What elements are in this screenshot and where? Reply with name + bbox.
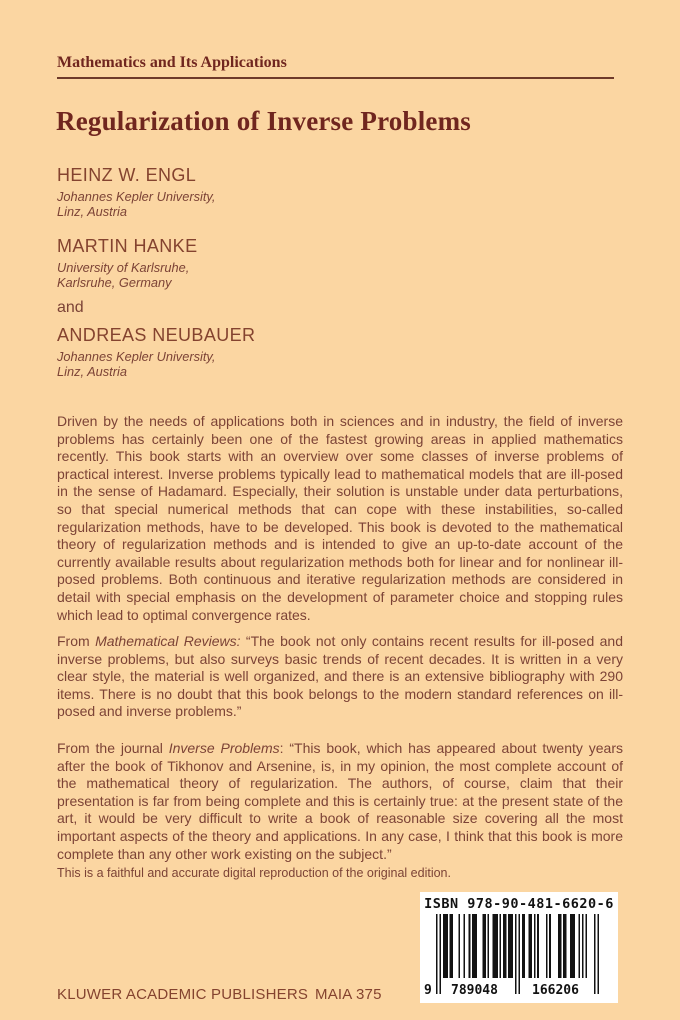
description-paragraph: Driven by the needs of applications both in sciences and in industry, the field of inverse problems has certainly been one of the fastest growing areas in applied mathematics recently. This book starts with an overview over some classes of inverse problems of practical interest. Inverse problems typically lead to mathematical models that are ill-posed in the sense of Hadamard. Especially, their solution is unstable under data perturbations, so that special numerical methods that can cope with these instabilities, so-called regularization methods, have to be developed. This book is devoted to the mathematical theory of regularization methods and is intended to give an up-to-date account of the currently available results about regularization methods both for linear and for nonlinear ill-posed problems. Both continuous and iterative regularization methods are considered in detail with special emphasis on the development of parameter choice and stopping rules which lead to optimal convergence rates.	[57, 413, 623, 623]
author-block-neubauer	[57, 325, 255, 380]
author-affiliation: University of Karlsruhe,	[57, 260, 190, 275]
series-code: MAIA 375	[315, 986, 382, 1003]
author-name: ANDREAS NEUBAUER	[57, 325, 256, 345]
barcode-digits-left: 789048	[451, 983, 498, 998]
author-affiliation: Linz, Austria	[57, 204, 127, 220]
isbn-text: ISBN 978-90-481-6620-6	[424, 896, 614, 912]
author-affiliation: Johannes Kepler University,	[57, 189, 216, 204]
author-affiliation: Johannes Kepler University,	[57, 349, 216, 364]
review-mathematical-reviews: From Mathematical Reviews: “The book not only contains recent results for ill-posed and inverse problems, but also surveys basic trends of recent decades. It is written in a very clear style, the material is well organized, and there is an extensive bibliography with 290 items. There is no doubt that this book belongs to the modern standard references on ill-posed and inverse problems.”	[57, 633, 623, 720]
series-title: Mathematics and Its Applications	[57, 54, 287, 71]
author-name: MARTIN HANKE	[57, 236, 198, 256]
author-affiliation: Linz, Austria	[57, 364, 127, 380]
barcode-digits-right: 166206	[532, 983, 579, 998]
author-affiliation: Karlsruhe, Germany	[57, 275, 172, 291]
publisher-name: KLUWER ACADEMIC PUBLISHERS	[57, 986, 309, 1003]
and-label: and	[57, 299, 84, 316]
divider-rule	[57, 77, 614, 79]
author-block-engl	[57, 165, 215, 220]
barcode-block	[420, 892, 618, 1003]
barcode-bars	[436, 914, 599, 994]
author-name: HEINZ W. ENGL	[57, 165, 197, 185]
book-title: Regularization of Inverse Problems	[56, 106, 471, 136]
author-block-hanke	[57, 236, 198, 291]
review-inverse-problems: From the journal Inverse Problems: “This book, which has appeared about twenty years after the book of Tikhonov and Arsenine, is, in my opinion, the most complete account of the mathematical theory of regularization. The authors, of course, claim that their presentation is far from being complete and this is certainly true: at the present state of the art, it would be very difficult to write a book of reasonable size covering all the most important aspects of the theory and applications. In any case, I think that this book is more complete than any other work existing on the subject.”	[57, 740, 623, 862]
reproduction-note: This is a faithful and accurate digital reproduction of the original edition.	[57, 866, 451, 880]
barcode-digit-first: 9	[424, 983, 432, 998]
ean13-barcode	[420, 914, 618, 1000]
